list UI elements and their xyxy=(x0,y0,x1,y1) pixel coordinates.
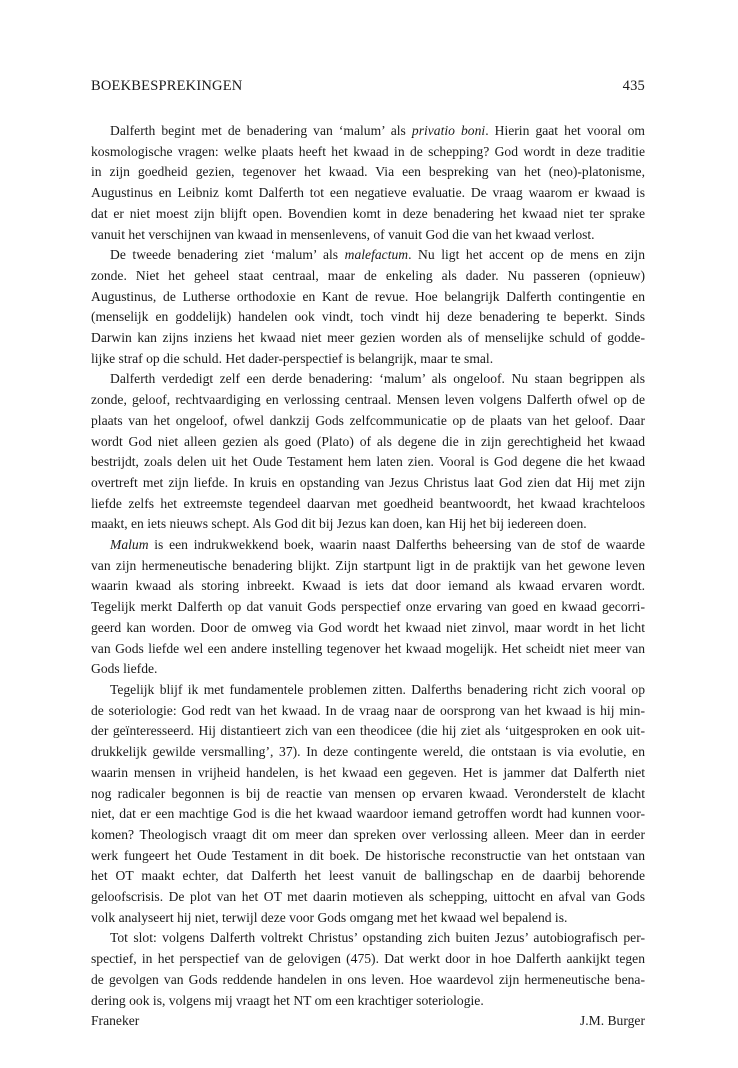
italic-term: Malum xyxy=(110,537,149,553)
text-line xyxy=(91,473,645,494)
text-segment: maakt, en iets nieuws schept. Als God dit bij Jezus kan doen, kan Hij het bij iedereen doen. xyxy=(91,516,587,532)
text-line xyxy=(91,245,645,266)
paragraph xyxy=(91,121,645,245)
text-segment: Dalferth begint met de benadering van ‘malum’ als xyxy=(110,123,412,138)
text-line xyxy=(91,432,645,453)
text-line xyxy=(91,287,645,308)
text-segment: in zijn goedheid gezien, tegenover het kwaad. Via een bespreking van het (neo)-platonisme, xyxy=(91,164,645,180)
text-line xyxy=(91,162,645,183)
text-segment: Darwin kan zijns inziens het kwaad niet meer gezien worden als of menselijke schuld of godde- xyxy=(91,330,645,346)
text-line xyxy=(91,514,645,535)
text-segment: zonde. Niet het geheel staat centraal, maar de enkeling als dader. Nu passeren (opnieuw) xyxy=(91,267,645,283)
paragraph xyxy=(91,680,645,928)
text-segment: lijke straf op die schuld. Het dader-perspectief is belangrijk, maar te smal. xyxy=(91,350,494,366)
text-line xyxy=(91,452,645,473)
text-line xyxy=(91,494,645,515)
text-segment: de gevolgen van Gods reddende handelen in ons leven. Hoe waardevol zijn hermeneutische bena- xyxy=(91,971,645,987)
text-segment: (menselijk en goddelijk) handelen ook vindt, toch vindt hij deze benadering te beperkt. Sinds xyxy=(91,309,645,325)
text-segment: Dalferth verdedigt zelf een derde benadering: ‘malum’ als ongeloof. Nu staan begrippen als xyxy=(110,371,645,387)
paragraph xyxy=(91,535,645,680)
text-line xyxy=(91,597,645,618)
review-body xyxy=(91,121,645,1011)
text-line xyxy=(91,949,645,970)
text-line xyxy=(91,204,645,225)
text-segment: de soteriologie: God redt van het kwaad. In de vraag naar de oorsprong van het kwaad is hij min- xyxy=(91,702,645,718)
text-line xyxy=(91,411,645,432)
text-segment: De tweede benadering ziet ‘malum’ als xyxy=(110,247,345,263)
text-segment: overtreft met zijn liefde. In kruis en opstanding van Jezus Christus laat God zien dat Hij met zijn xyxy=(91,474,645,490)
book-review-page xyxy=(91,76,645,1032)
text-line xyxy=(91,763,645,784)
text-segment: Tot slot: volgens Dalferth voltrekt Christus’ opstanding zich buiten Jezus’ autobiografisch per- xyxy=(110,930,645,946)
text-line xyxy=(91,576,645,597)
text-line xyxy=(91,556,645,577)
italic-term: malefactum xyxy=(344,247,409,263)
paragraph xyxy=(91,369,645,535)
text-segment: van Gods liefde wel een andere instelling tegenover het kwaad mogelijk. Het scheidt niet meer van xyxy=(91,640,645,656)
text-line xyxy=(91,369,645,390)
text-segment: zonde, geloof, rechtvaardiging en verlossing centraal. Mensen leven volgens Dalferth ofwel op de xyxy=(91,392,645,408)
text-segment: . Hierin gaat het vooral om xyxy=(485,123,645,138)
text-line xyxy=(91,659,645,680)
text-line xyxy=(91,390,645,411)
text-line xyxy=(91,784,645,805)
text-line xyxy=(91,846,645,867)
text-line xyxy=(91,825,645,846)
text-line xyxy=(91,928,645,949)
text-segment: komen? Theologisch vraagt dit om meer dan spreken over verlossing alleen. Meer dan in eerder xyxy=(91,826,645,842)
text-segment: geerd kan worden. Door de omweg via God wordt het kwaad niet zinvol, maar wordt in het licht xyxy=(91,619,645,635)
text-line xyxy=(91,639,645,660)
text-line xyxy=(91,804,645,825)
text-line xyxy=(91,535,645,556)
text-segment: vanuit het verschijnen van kwaad in mensenlevens, of vanuit God die van het kwaad verlost. xyxy=(91,226,595,242)
text-segment: van zijn hermeneutische benadering blijkt. Zijn startpunt ligt in de praktijk van het gewone leven xyxy=(91,557,645,573)
text-line xyxy=(91,307,645,328)
italic-term: privatio boni xyxy=(411,123,486,138)
text-line xyxy=(91,183,645,204)
text-line xyxy=(91,721,645,742)
text-segment: waarin kwaad als storing inbreekt. Kwaad is iets dat door iemand als kwaad ervaren wordt. xyxy=(91,578,645,594)
text-segment: waarin mensen in vrijheid handelen, is het kwaad een gegeven. Het is jammer dat Dalferth niet xyxy=(91,764,645,780)
text-segment: kosmologische vragen: welke plaats heeft het kwaad in de schepping? God wordt in deze traditie xyxy=(91,143,645,159)
text-segment: spectief, in het perspectief van de gelovigen (475). Dat werkt door in hoe Dalferth aankijkt tegen xyxy=(91,951,645,967)
text-line xyxy=(91,266,645,287)
text-segment: der geïnteresseerd. Hij distantieert zich van een theodicee (die hij ziet als ‘uitgesproken en ook uit- xyxy=(91,723,645,739)
text-line xyxy=(91,328,645,349)
text-line xyxy=(91,970,645,991)
text-segment: drukkelijk gewilde versmalling’, 37). In deze contingente wereld, die ontstaan is via evolutie, en xyxy=(91,744,645,760)
text-line xyxy=(91,225,645,246)
text-segment: bestrijdt, zoals delen uit het Oude Testament hem laten zien. Vooral is God degene die het kwaad xyxy=(91,454,645,470)
text-line xyxy=(91,887,645,908)
text-line xyxy=(91,142,645,163)
text-segment: liefde zelfs het extreemste tegendeel daarvan met goedheid beantwoordt, het kwaad krachteloos xyxy=(91,495,645,511)
text-segment: dering ook is, volgens mij vraagt het NT om een krachtiger soteriologie. xyxy=(91,992,484,1008)
text-line xyxy=(91,908,645,929)
text-line xyxy=(91,349,645,370)
text-segment: is een indrukwekkend boek, waarin naast Dalferths beheersing van de stof de waarde xyxy=(148,537,645,553)
paragraph xyxy=(91,928,645,1011)
signature-line xyxy=(91,1011,645,1032)
text-segment: Augustinus, de Lutherse orthodoxie en Kant de revue. Hoe belangrijk Dalferth contingentie en xyxy=(91,288,645,304)
text-line xyxy=(91,701,645,722)
text-segment: wordt God niet alleen gezien als goed (Plato) of als degene die in zijn gerechtigheid het kwaad xyxy=(91,433,645,449)
section-title: BOEKBESPREKINGEN xyxy=(91,78,243,94)
running-header xyxy=(91,76,645,96)
text-segment: plaats van het ongeloof, ofwel dankzij Gods zelfcommunicatie op de plaats van het geloof. Daar xyxy=(91,412,645,428)
text-segment: Tegelijk merkt Dalferth op dat vanuit Gods perspectief onze ervaring van goed en kwaad gecorri- xyxy=(91,599,645,615)
text-line xyxy=(91,680,645,701)
text-segment: dat er niet moest zijn blijft open. Bovendien komt in deze benadering het kwaad niet ter sprake xyxy=(91,205,645,221)
page-number: 435 xyxy=(622,78,645,94)
text-line xyxy=(91,742,645,763)
paragraph xyxy=(91,245,645,369)
signature-place: Franeker xyxy=(91,1013,140,1029)
text-line xyxy=(91,121,645,142)
text-segment: niet, dat er een machtige God is die het kwaad waardoor iemand getroffen wordt had kunnen voor- xyxy=(91,806,645,822)
text-segment: nog radicaler begonnen is bij de reactie van mensen op ervaren kwaad. Veronderstelt de klacht xyxy=(91,785,645,801)
text-line xyxy=(91,991,645,1012)
text-line xyxy=(91,618,645,639)
text-segment: Gods liefde. xyxy=(91,661,158,677)
text-segment: Tegelijk blijf ik met fundamentele problemen zitten. Dalferths benadering richt zich vooral op xyxy=(110,681,645,697)
text-line xyxy=(91,866,645,887)
text-segment: Augustinus en Leibniz komt Dalferth tot een negatieve evaluatie. De vraag waarom er kwaad is xyxy=(91,185,645,201)
text-segment: . Nu ligt het accent op de mens en zijn xyxy=(408,247,645,263)
text-segment: geloofscrisis. De plot van het OT met daarin motieven als schepping, uittocht en afval van Gods xyxy=(91,889,645,905)
text-segment: het OT maakt echter, dat Dalferth het leest vanuit de ballingschap en de daarbij behorende xyxy=(91,868,645,884)
text-segment: volk analyseert hij niet, terwijl deze voor Gods omgang met het kwaad wel bepalend is. xyxy=(91,909,568,925)
signature-author: J.M. Burger xyxy=(579,1013,645,1029)
text-segment: werk fungeert het Oude Testament in dit boek. De historische reconstructie van het ontstaan van xyxy=(91,847,645,863)
